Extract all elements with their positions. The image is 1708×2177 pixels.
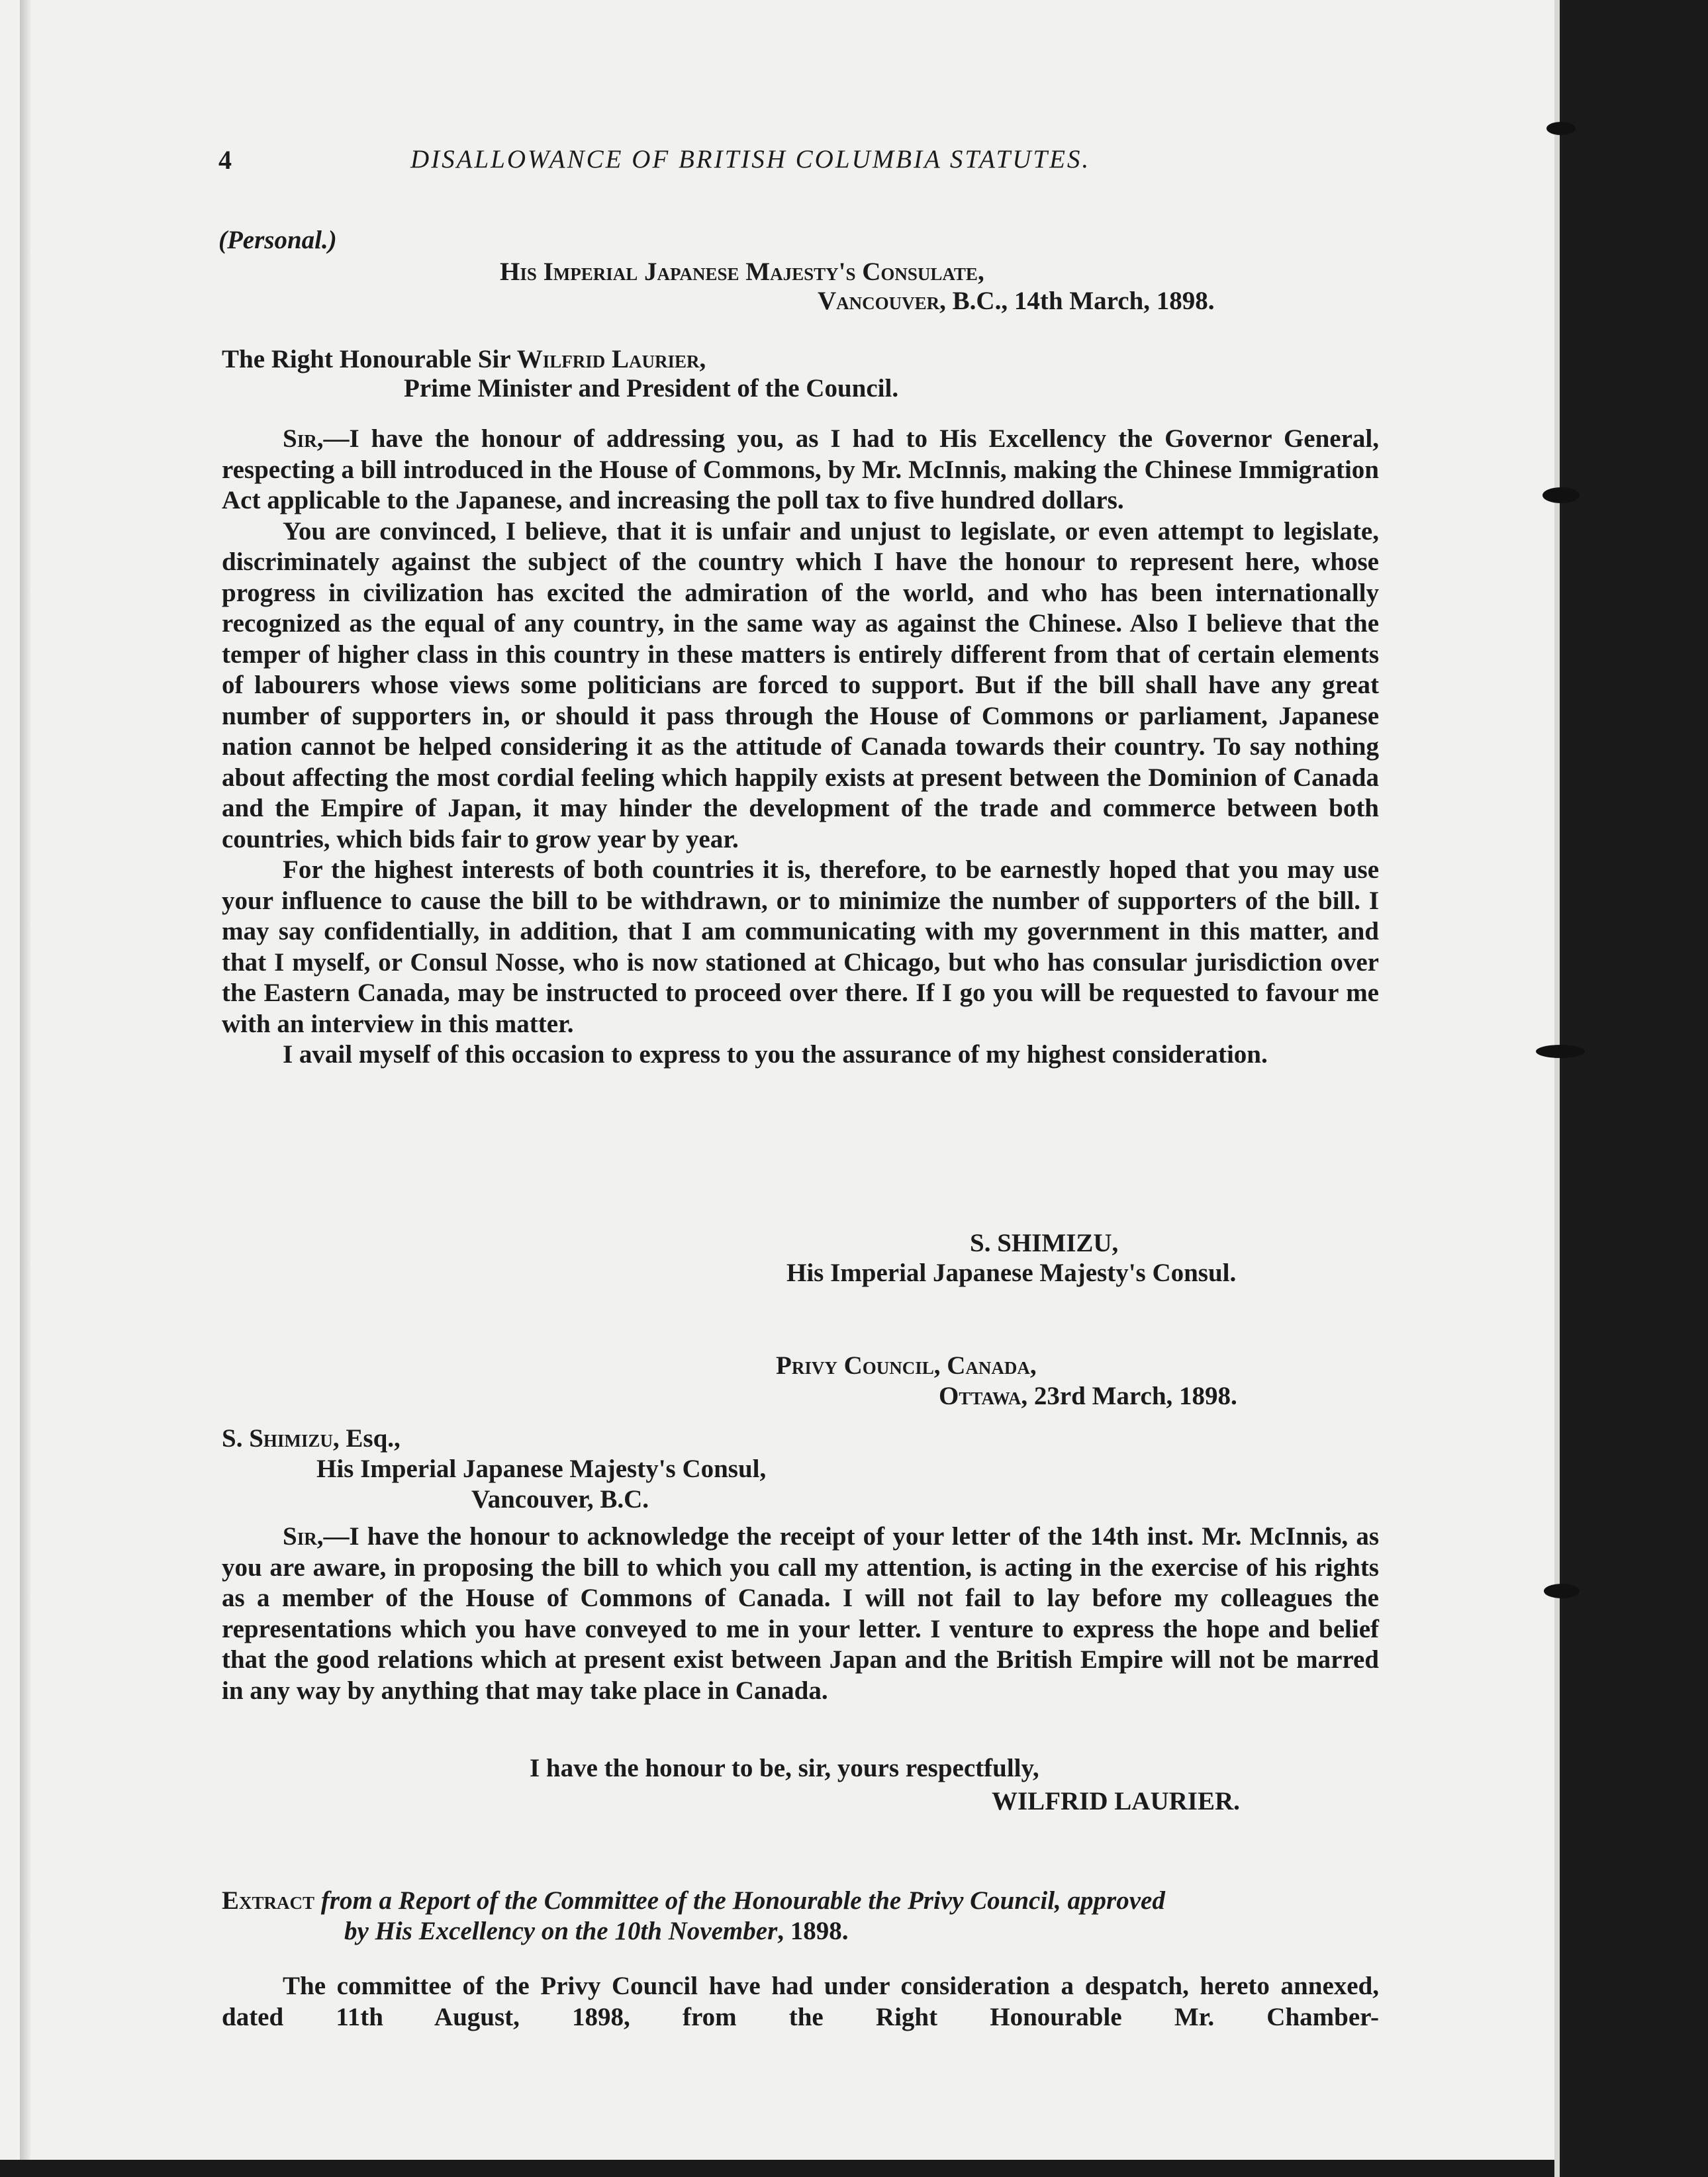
- letter2-from-place: Ottawa: [939, 1382, 1021, 1410]
- extract-paragraph-1: The committee of the Privy Council have had under consideration a despatch, hereto annexed, dated 11th August, 1898, from the Right Honourable Mr. Chamber-: [222, 1972, 1379, 2031]
- letter1-paragraph-2: You are convinced, I believe, that it is unfair and unjust to legislate, or even attempt to legislate, discriminately against the subject of the country which I have the honour to represent here, whose progress in civilization has excited the admiration of the world, and who has been internationally recognized as the equal of any country, in the same way as against the Chinese. Also I believe that the temper of higher class in this country in these matters is entirely different from that of certain elements of labourers whose views some politicians are forced to support. But if the bill shall have any great number of supporters in, or should it pass through the House of Commons or parliament, Japanese nation cannot be helped considering it as the attitude of Canada towards their country. To say nothing about affecting the most cordial feeling which happily exists at present between the Dominion of Canada and the Empire of Japan, it may hinder the development of the trade and commerce between both countries, which bids fair to grow year by year.: [222, 516, 1379, 853]
- binding-thread: [1560, 0, 1563, 2177]
- letter2-paragraph-1: [222, 1522, 1379, 1706]
- binding-knot: [1536, 1045, 1585, 1058]
- letter2-salutation: Sir: [283, 1522, 317, 1551]
- letter2-paragraph-1-text: ,—I have the honour to acknowledge the receipt of your letter of the 14th inst. Mr. McInnis, as you are aware, in proposing the bill to which you call my attention, is acting in the exercise of his rights as a member of the House of Commons of Canada. I will not fail to lay before my colleagues the representations which you have conveyed to me in your letter. I venture to express the hope and belief that the good relations which at present exist between Japan and the British Empire will not be marred in any way by anything that may take place in Canada.: [222, 1522, 1379, 1705]
- extract-heading-line2: [344, 1916, 849, 1946]
- letter1-signature-title: His Imperial Japanese Majesty's Consul.: [786, 1259, 1237, 1287]
- letter2-from-line1: Privy Council, Canada,: [776, 1351, 1037, 1380]
- letter1-from-date: , B.C., 14th March, 1898.: [939, 287, 1215, 315]
- letter1-addressee-line2: Prime Minister and President of the Council.: [404, 374, 899, 403]
- extract-label: Extract: [222, 1886, 315, 1915]
- letter1-signature-name: S. SHIMIZU,: [970, 1229, 1119, 1257]
- personal-marker: (Personal.): [218, 226, 337, 254]
- extract-heading-date: by His Excellency on the 10th November: [344, 1917, 778, 1945]
- binding-knot: [1546, 122, 1576, 135]
- addressee-suffix: ,: [699, 345, 706, 373]
- letter1-paragraph-3: For the highest interests of both countries it is, therefore, to be earnestly hoped that you may use your influence to cause the bill to be withdrawn, or to minimize the number of supporters of the bill. I may say confidentially, in addition, that I am communicating with my government in this matter, and that I myself, or Consul Nosse, who is now stationed at Chicago, but who has consular jurisdiction over the Eastern Canada, may be instructed to proceed over there. If I go you will be requested to favour me with an interview in this matter.: [222, 855, 1379, 1038]
- letter2-signature: WILFRID LAURIER.: [992, 1787, 1240, 1815]
- letter2-addressee-suffix: , Esq.,: [332, 1424, 401, 1453]
- letter2-addressee-name: S. Shimizu: [222, 1424, 333, 1453]
- binding-margin: [1554, 0, 1560, 2177]
- page-number: 4: [218, 145, 232, 175]
- letter1-paragraph-4: I avail myself of this occasion to express to you the assurance of my highest consideration.: [283, 1040, 1268, 1069]
- extract-heading-line1: [222, 1886, 1165, 1915]
- letter2-closing: I have the honour to be, sir, yours respectfully,: [530, 1754, 1039, 1782]
- letter1-from-place: Vancouver: [818, 287, 940, 315]
- addressee-name: Wilfrid Laurier: [516, 345, 700, 373]
- extract-heading-year: , 1898.: [777, 1917, 849, 1945]
- extract-body: [222, 1971, 1379, 2033]
- letter1-from-line1: His Imperial Japanese Majesty's Consulate,: [500, 258, 984, 286]
- binding-knot: [1542, 487, 1580, 503]
- letter2-addressee-line1: [222, 1424, 401, 1453]
- running-title: DISALLOWANCE OF BRITISH COLUMBIA STATUTES.: [410, 145, 1091, 173]
- letter2-from-date: , 23rd March, 1898.: [1021, 1382, 1237, 1410]
- letter1-body: [222, 424, 1379, 1071]
- extract-heading-text: from a Report of the Committee of the Honourable the Privy Council, approved: [314, 1886, 1165, 1915]
- letter2-from-line2: [939, 1381, 1237, 1411]
- letter1-paragraph-1: [222, 424, 1379, 516]
- letter1-from-line2: [818, 286, 1214, 316]
- letter1-paragraph-1-text: ,—I have the honour of addressing you, as I had to His Excellency the Governor General, respecting a bill introduced in the House of Commons, by Mr. McInnis, making the Chinese Immigration Act applicable to the Japanese, and increasing the poll tax to five hundred dollars.: [222, 424, 1379, 514]
- letter1-salutation: Sir: [283, 424, 317, 453]
- letter2-body: [222, 1522, 1379, 1706]
- letter2-addressee-line2: His Imperial Japanese Majesty's Consul,: [316, 1455, 767, 1483]
- letter2-addressee-line3: Vancouver, B.C.: [471, 1485, 649, 1514]
- letter1-addressee-line1: [222, 344, 706, 374]
- binding-knot: [1544, 1584, 1580, 1598]
- addressee-prefix: The Right Honourable Sir: [222, 345, 517, 373]
